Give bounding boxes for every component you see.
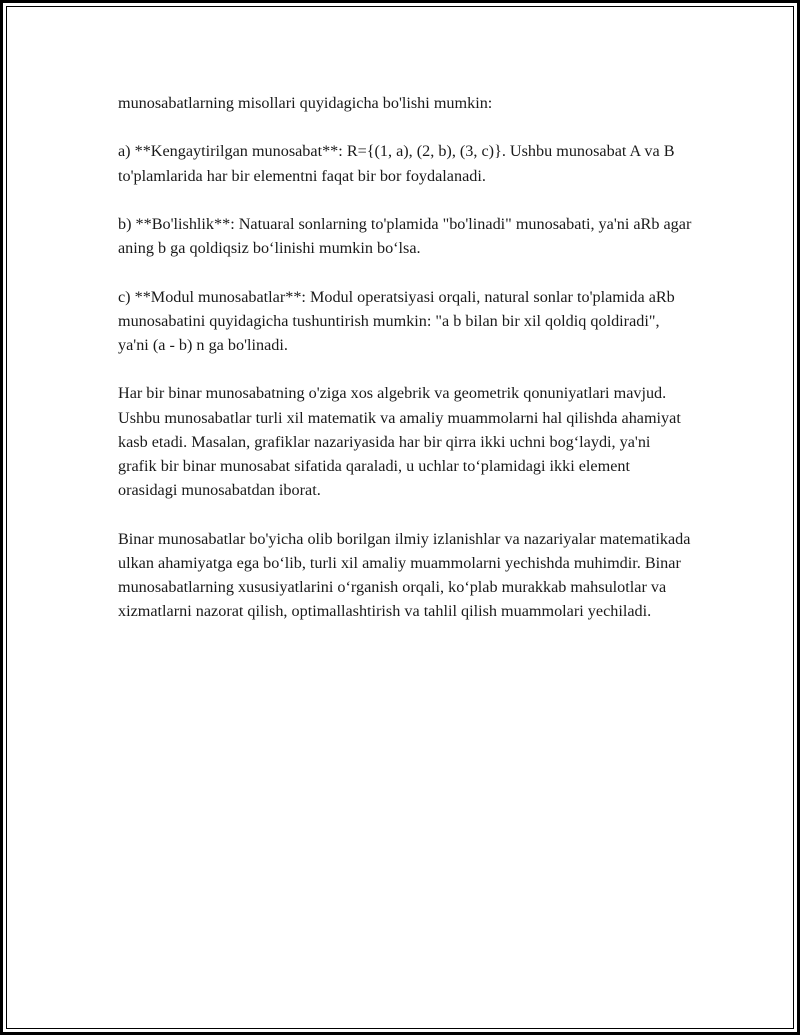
paragraph-intro: munosabatlarning misollari quyidagicha bo'lishi mumkin: <box>118 94 493 112</box>
paragraph-properties: Har bir binar munosabatning o'ziga xos algebrik va geometrik qonuniyatlari mavjud. Ushbu munosabatlar turli xil matematik va amaliy muammolarni hal qilishda ahamiyat kasb etadi. Masalan, grafiklar nazariyasida har bir qirra ikki uchni bog‘laydi, ya'ni grafik bir binar munosabat sifatida qaraladi, u uchlar to‘plamidagi ikki element orasidagi munosabatdan iborat. <box>118 384 681 500</box>
paragraph-example-b: b) **Bo'lishlik**: Natuaral sonlarning to'plamida "bo'linadi" munosabati, ya'ni aRb agar aning b ga qoldiqsiz bo‘linishi mumkin bo‘lsa. <box>118 214 692 258</box>
paragraph-example-c: c) **Modul munosabatlar**: Modul operatsiyasi orqali, natural sonlar to'plamida aRb munosabatini quyidagicha tushuntirish mumkin: "a b bilan bir xil qoldiq qoldiradi", ya'ni (a - b) n ga bo'linadi. <box>118 287 675 354</box>
paragraph-example-a: a) **Kengaytirilgan munosabat**: R={(1, a), (2, b), (3, c)}. Ushbu munosabat A va B to'plamlarida har bir elementni faqat bir bor foydalanadi. <box>118 142 675 185</box>
paragraph-conclusion: Binar munosabatlar bo'yicha olib borilgan ilmiy izlanishlar va nazariyalar matematikada ulkan ahamiyatga ega bo‘lib, turli xil amaliy muammolarni yechishda muhimdir. Binar munosabatlarning xususiyatlarini o‘rganish orqali, ko‘plab murakkab mahsulotlar va xizmatlarni nazorat qilish, optimallashtirish va tahlil qilish muammolari yechiladi. <box>118 529 691 621</box>
document-body <box>118 91 693 648</box>
